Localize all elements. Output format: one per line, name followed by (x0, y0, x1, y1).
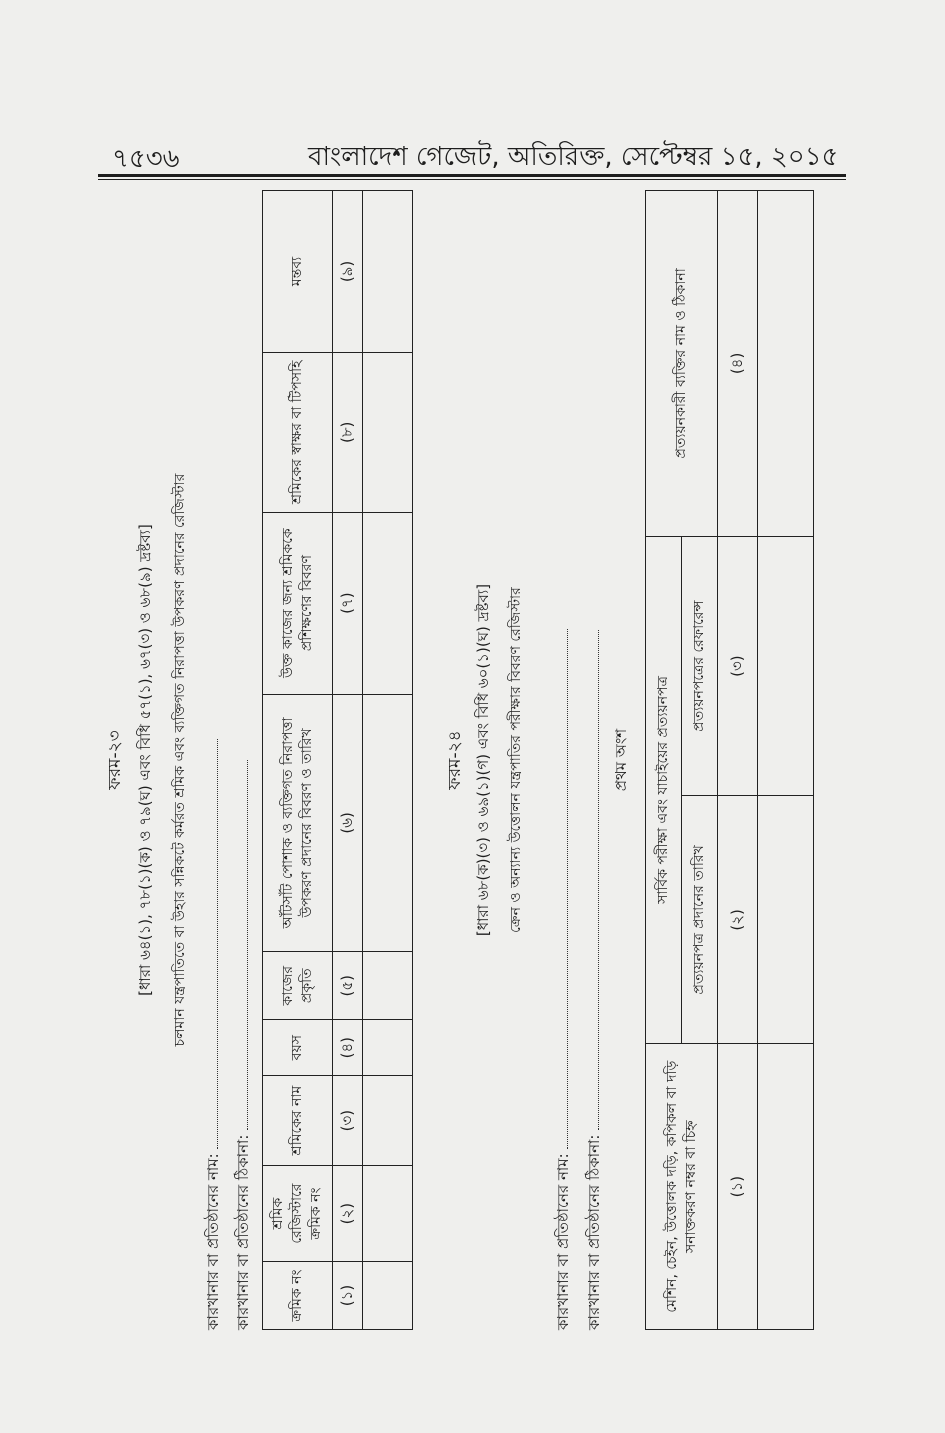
form24-factory-name-label: কারখানার বা প্রতিষ্ঠানের নাম: (554, 1153, 572, 1330)
form24-col4-header: প্রত্যয়নকারী ব্যক্তির নাম ও ঠিকানা (646, 191, 718, 537)
form24-factory-address-fill[interactable] (585, 630, 599, 1130)
form23-col-header: উক্ত কাজের জন্য শ্রমিককে প্রশিক্ষণের বিবরণ (263, 512, 333, 694)
form23-col-number: (৮) (333, 352, 363, 512)
form24-col1-header: মেশিন, চেইন, উত্তোলক দড়ি, কপিকল বা দড়ি সনাক্তকরণ নম্বর বা চিহ্ন (646, 1044, 718, 1330)
form23-col-header: কাজের প্রকৃতি (263, 952, 333, 1020)
form24-group-header: সার্বিক পরীক্ষা এবং যাচাইয়ের প্রত্যয়নপত্র (646, 536, 682, 1044)
form24-factory-address-row (583, 630, 608, 1330)
form23-entry-cell[interactable] (363, 1076, 413, 1166)
form24-entry-cell[interactable] (758, 536, 814, 796)
form23-col-header: ক্রমিক নং (263, 1262, 333, 1330)
form23-col-number: (১) (333, 1262, 363, 1330)
form23-factory-name-row (202, 739, 227, 1330)
form23-col-header: বয়স (263, 1020, 333, 1076)
form23-factory-name-fill[interactable] (204, 739, 218, 1149)
page-number: ৭৫৩৬ (112, 144, 180, 174)
form23-col-number: (৭) (333, 512, 363, 694)
form23-entry-cell[interactable] (363, 1166, 413, 1262)
form24-reference: [ধারা ৬৮(ক)(৩) ও ৬৯(১)(গ) এবং বিধি ৬০(১)(ঘ) দ্রষ্টব্য] (474, 583, 492, 937)
form24-title: ফরম-২৪ (445, 730, 465, 790)
form24-entry-cell[interactable] (758, 1044, 814, 1330)
form23-col-number: (৬) (333, 694, 363, 952)
form24-table (645, 190, 814, 1330)
form23-entry-cell[interactable] (363, 352, 413, 512)
form23-col-number: (৯) (333, 191, 363, 353)
form23-entry-cell[interactable] (363, 1262, 413, 1330)
form24-subtitle: ক্রেন ও অন্যান্য উত্তোলন যন্ত্রপাতির পরীক্ষার বিবরণ রেজিস্টার (508, 587, 524, 933)
form24-col-number: (২) (718, 796, 758, 1044)
form23-header-row (263, 191, 333, 1330)
form23-entry-cell[interactable] (363, 512, 413, 694)
form24-entry-cell[interactable] (758, 796, 814, 1044)
form23-number-row (333, 191, 363, 1330)
form23-col-header: শ্রমিক রেজিস্টারে ক্রমিক নং (263, 1166, 333, 1262)
form23-col-number: (৫) (333, 952, 363, 1020)
form23-entry-cell[interactable] (363, 952, 413, 1020)
form24-col-number: (৪) (718, 191, 758, 537)
form24-entry-cell[interactable] (758, 191, 814, 537)
header-rule-thin (98, 179, 846, 180)
form23-subtitle: চলমান যন্ত্রপাতিতে বা উহার সন্নিকটে কর্মরত শ্রমিক এবং ব্যক্তিগত নিরাপত্তা উপকরণ প্রদানের রেজিস্টার (172, 473, 188, 1047)
form23-col-header: আঁটসাঁট পোশাক ও ব্যক্তিগত নিরাপত্তা উপকরণ প্রদানের বিবরণ ও তারিখ (263, 694, 333, 952)
form24-factory-name-fill[interactable] (554, 629, 568, 1149)
form24-empty-row (758, 191, 814, 1330)
form23-col-number: (৪) (333, 1020, 363, 1076)
form23-entry-cell[interactable] (363, 191, 413, 353)
form23-col-header: শ্রমিকের নাম (263, 1076, 333, 1166)
form23-factory-address-row (232, 760, 257, 1330)
header-rule (98, 174, 846, 177)
form23-factory-name-label: কারখানার বা প্রতিষ্ঠানের নাম: (204, 1153, 222, 1330)
form23-col-header: শ্রমিকের স্বাক্ষর বা টিপসহি (263, 352, 333, 512)
form24-factory-name-row (552, 629, 577, 1330)
form24-factory-address-label: কারখানার বা প্রতিষ্ঠানের ঠিকানা: (585, 1134, 603, 1330)
form23-entry-cell[interactable] (363, 1020, 413, 1076)
form24-part-label: প্রথম অংশ (612, 728, 630, 792)
form23-title: ফরম-২৩ (105, 730, 125, 790)
rotated-content (100, 190, 840, 1330)
form24-number-row (718, 191, 758, 1330)
form24-col-number: (৩) (718, 536, 758, 796)
form24-col3-header: প্রত্যয়নপত্রের রেফারেন্স (682, 536, 718, 796)
form24-col2-header: প্রত্যয়নপত্র প্রদানের তারিখ (682, 796, 718, 1044)
form24-header-row (646, 191, 682, 1330)
form23-factory-address-label: কারখানার বা প্রতিষ্ঠানের ঠিকানা: (234, 1134, 252, 1330)
form23-col-number: (২) (333, 1166, 363, 1262)
form23-reference: [ধারা ৬৪(১), ৭৮(১)(ক) ও ৭৯(ঘ) এবং বিধি ৫৭(১), ৬৭(৩) ও ৬৮(৯) দ্রষ্টব্য] (136, 524, 154, 996)
form23-entry-cell[interactable] (363, 694, 413, 952)
gazette-title: বাংলাদেশ গেজেট, অতিরিক্ত, সেপ্টেম্বর ১৫, ২০১৫ (308, 142, 839, 172)
form23-col-header: মন্তব্য (263, 191, 333, 353)
form23-empty-row (363, 191, 413, 1330)
form23-col-number: (৩) (333, 1076, 363, 1166)
form23-table (262, 190, 413, 1330)
form24-col-number: (১) (718, 1044, 758, 1330)
form23-factory-address-fill[interactable] (234, 760, 248, 1130)
